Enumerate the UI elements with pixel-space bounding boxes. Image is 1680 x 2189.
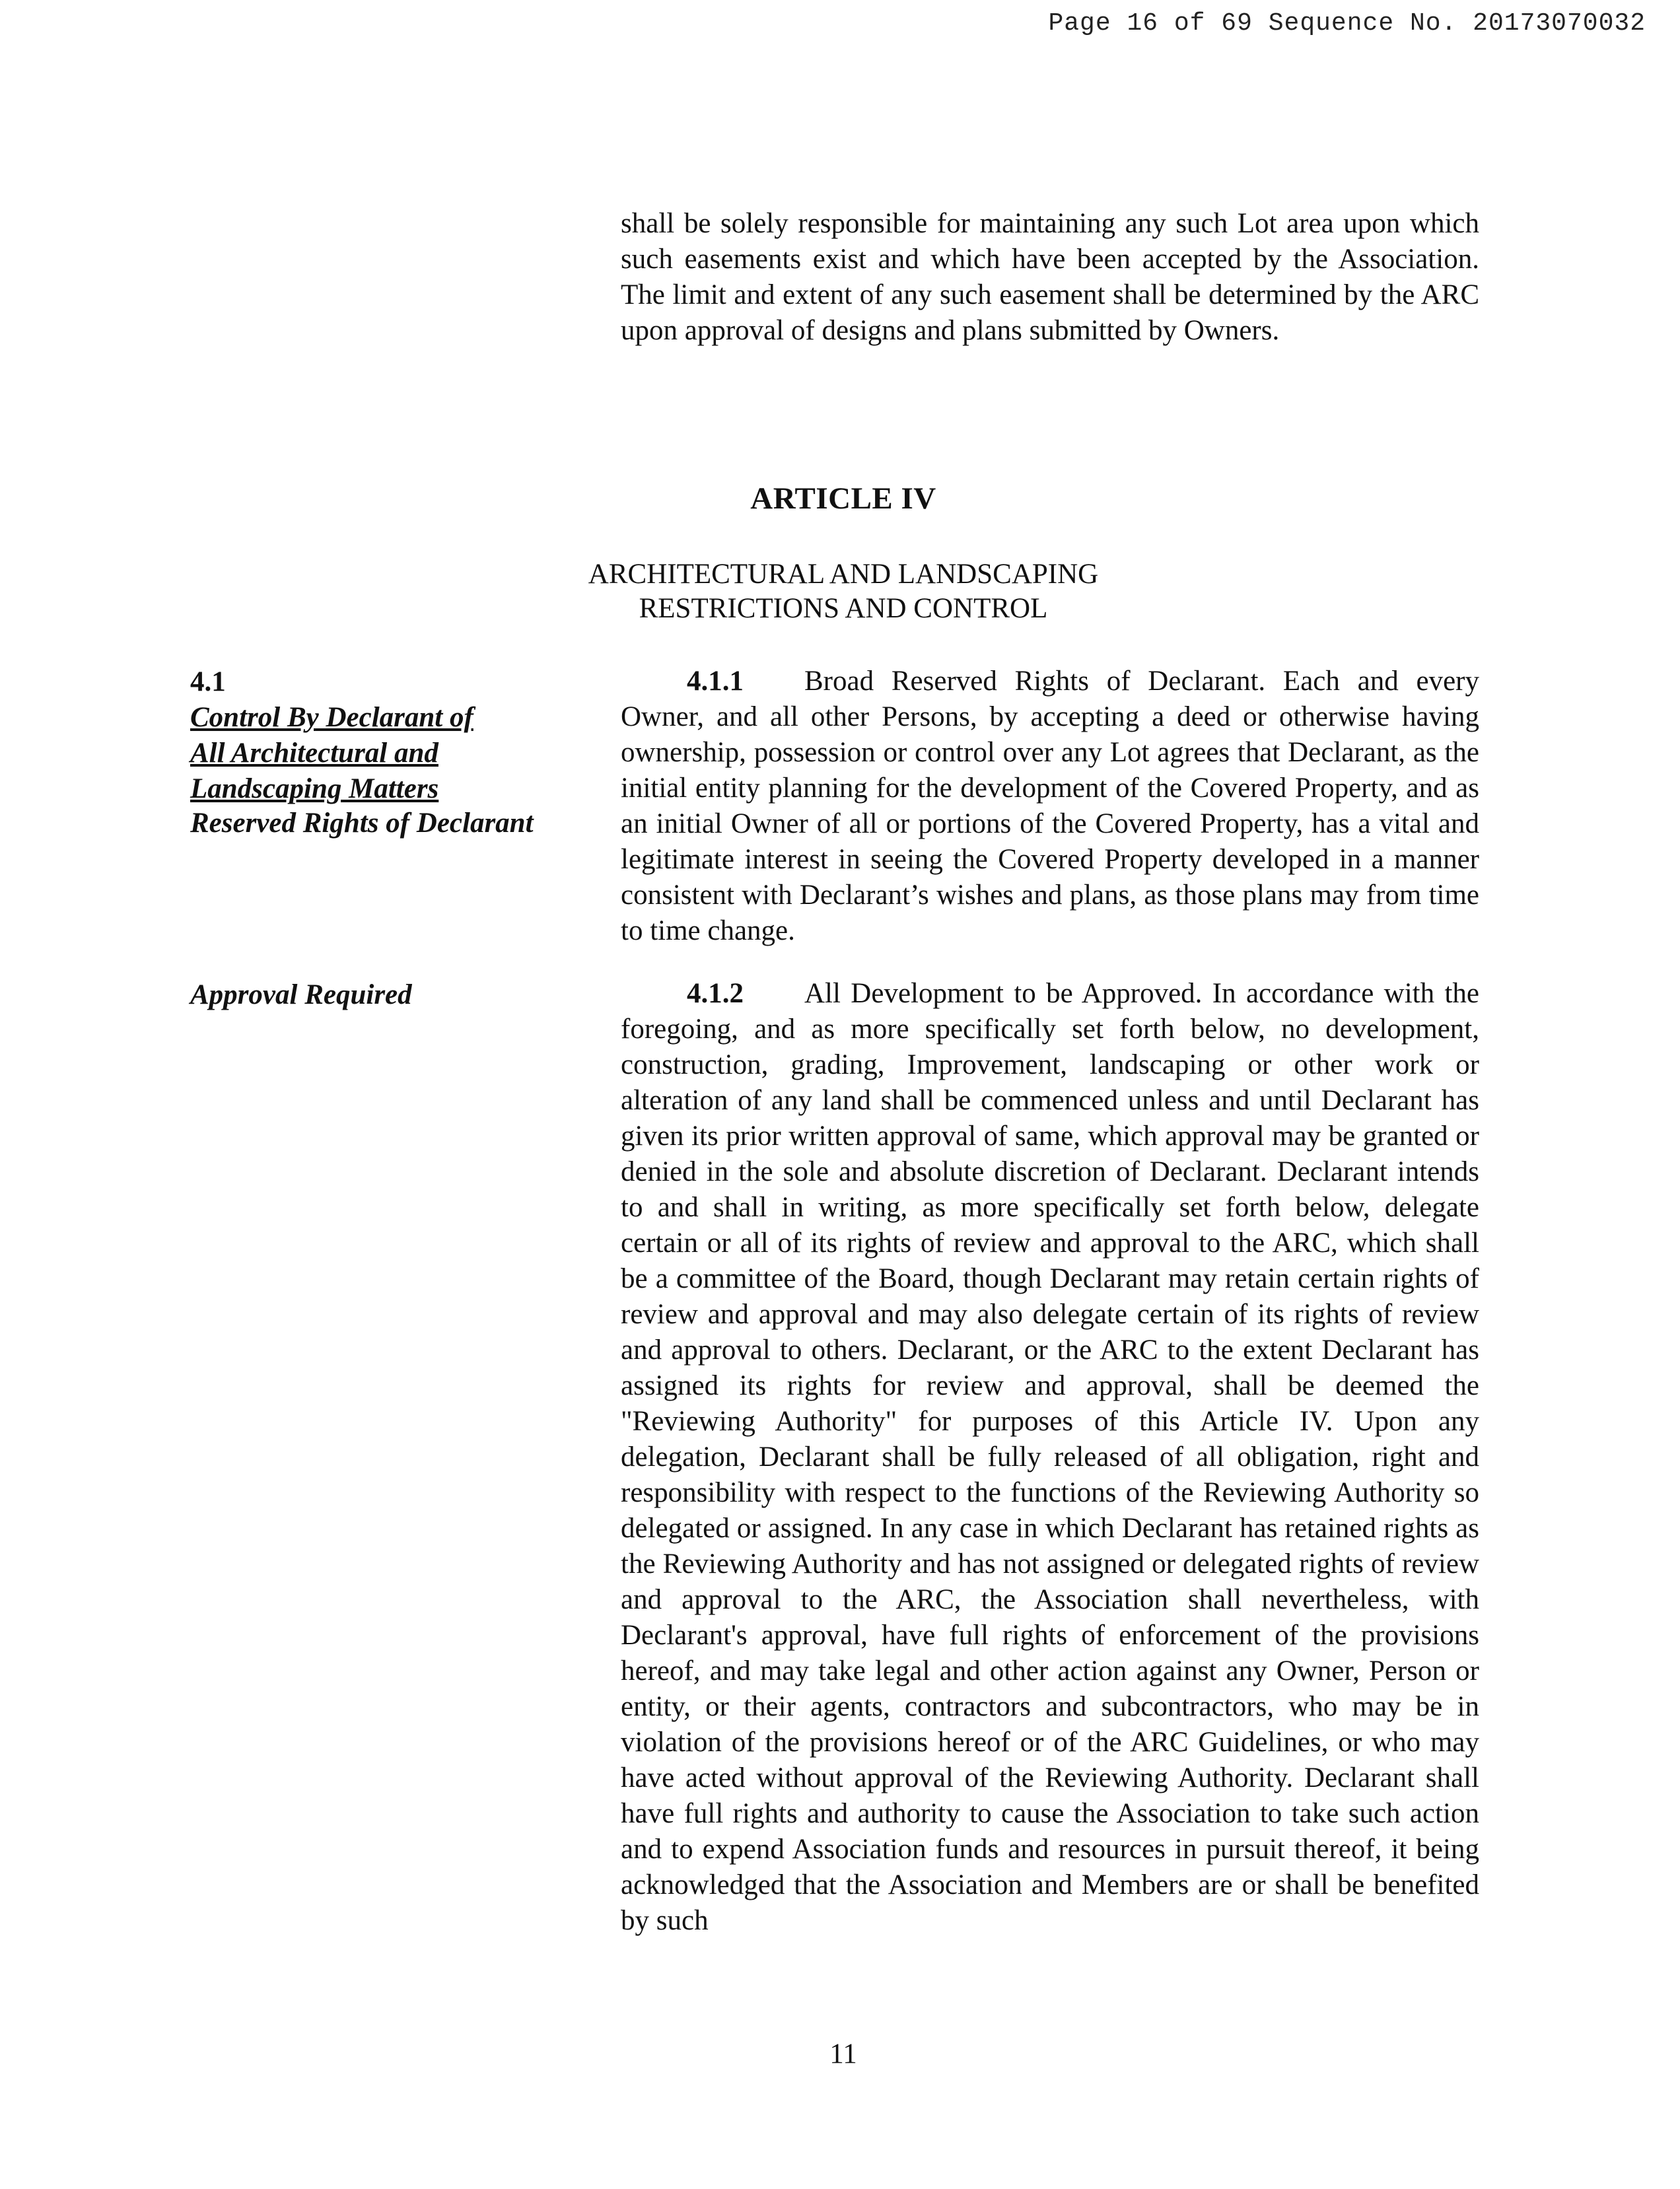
section-4-1-side-heading (190, 664, 600, 807)
section-heading-line-2: All Architectural and (190, 738, 438, 769)
section-4-1-2 (621, 976, 1479, 1939)
side-heading-reserved-rights: Reserved Rights of Declarant (190, 808, 534, 839)
section-heading (190, 700, 534, 807)
section-heading-line-3: Landscaping Matters (190, 773, 439, 804)
section-4-1-2-number: 4.1.2 (687, 978, 744, 1009)
page-number: 11 (829, 2038, 857, 2069)
section-4-1-1-text: Broad Reserved Rights of Declarant. Each and every Owner, and all other Persons, by accepting a deed or otherwise having ownership, possession or control over any Lot agrees that Declarant, as the initial entity planning for the development of the Covered Property, and as an initial Owner of all or portions of the Covered Property, has a vital and legitimate interest in seeing the Covered Property developed in a manner consistent with Declarant’s wishes and plans, as those plans may from time to time change. (621, 666, 1479, 946)
article-subtitle-line-1: ARCHITECTURAL AND LANDSCAPING (588, 559, 1099, 590)
article-title: ARTICLE IV (750, 481, 936, 516)
section-4-1-1 (621, 664, 1479, 949)
section-heading-line-1: Control By Declarant of (190, 702, 473, 733)
section-4-1-1-number: 4.1.1 (687, 666, 744, 697)
article-subtitle-line-2: RESTRICTIONS AND CONTROL (639, 593, 1048, 624)
page-sequence-stamp: Page 16 of 69 Sequence No. 20173070032 (1048, 9, 1646, 38)
side-heading-approval-required: Approval Required (190, 979, 412, 1010)
section-4-1-2-text: All Development to be Approved. In accordance with the foregoing, and as more specifically set forth below, no development, construction, grading, Improvement, landscaping or other work or alteration of any land shall be commenced unless and until Declarant has given its prior written approval of same, which approval may be granted or denied in the sole and absolute discretion of Declarant. Declarant intends to and shall in writing, as more specifically set forth below, delegate certain or all of its rights of review and approval to the ARC, which shall be a committee of the Board, though Declarant may retain certain rights of review and approval and may also delegate certain of its rights of review and approval to others. Declarant, or the ARC to the extent Declarant has assigned its rights for review and approval, shall be deemed the "Reviewing Authority" for purposes of this Article IV. Upon any delegation, Declarant shall be fully released of all obligation, right and responsibility with respect to the functions of the Reviewing Authority so delegated or assigned. In any case in which Declarant has retained rights as the Reviewing Authority and has not assigned or delegated rights of review and approval to the ARC, the Association shall nevertheless, with Declarant's approval, have full rights of enforcement of the provisions hereof, and may take legal and other action against any Owner, Person or entity, or their agents, contractors and subcontractors, who may be in violation of the provisions hereof or of the ARC Guidelines, or who may have acted without approval of the Reviewing Authority. Declarant shall have full rights and authority to cause the Association to take such action and to expend Association funds and resources in pursuit thereof, it being acknowledged that the Association and Members are or shall be benefited by such (621, 978, 1479, 1936)
intro-paragraph: shall be solely responsible for maintaining any such Lot area upon which such easements exist and which have been accepted by the Association. The limit and extent of any such easement shall be determined by the ARC upon approval of designs and plans submitted by Owners. (621, 208, 1479, 346)
article-subtitle (0, 557, 1680, 626)
section-number: 4.1 (190, 666, 226, 697)
